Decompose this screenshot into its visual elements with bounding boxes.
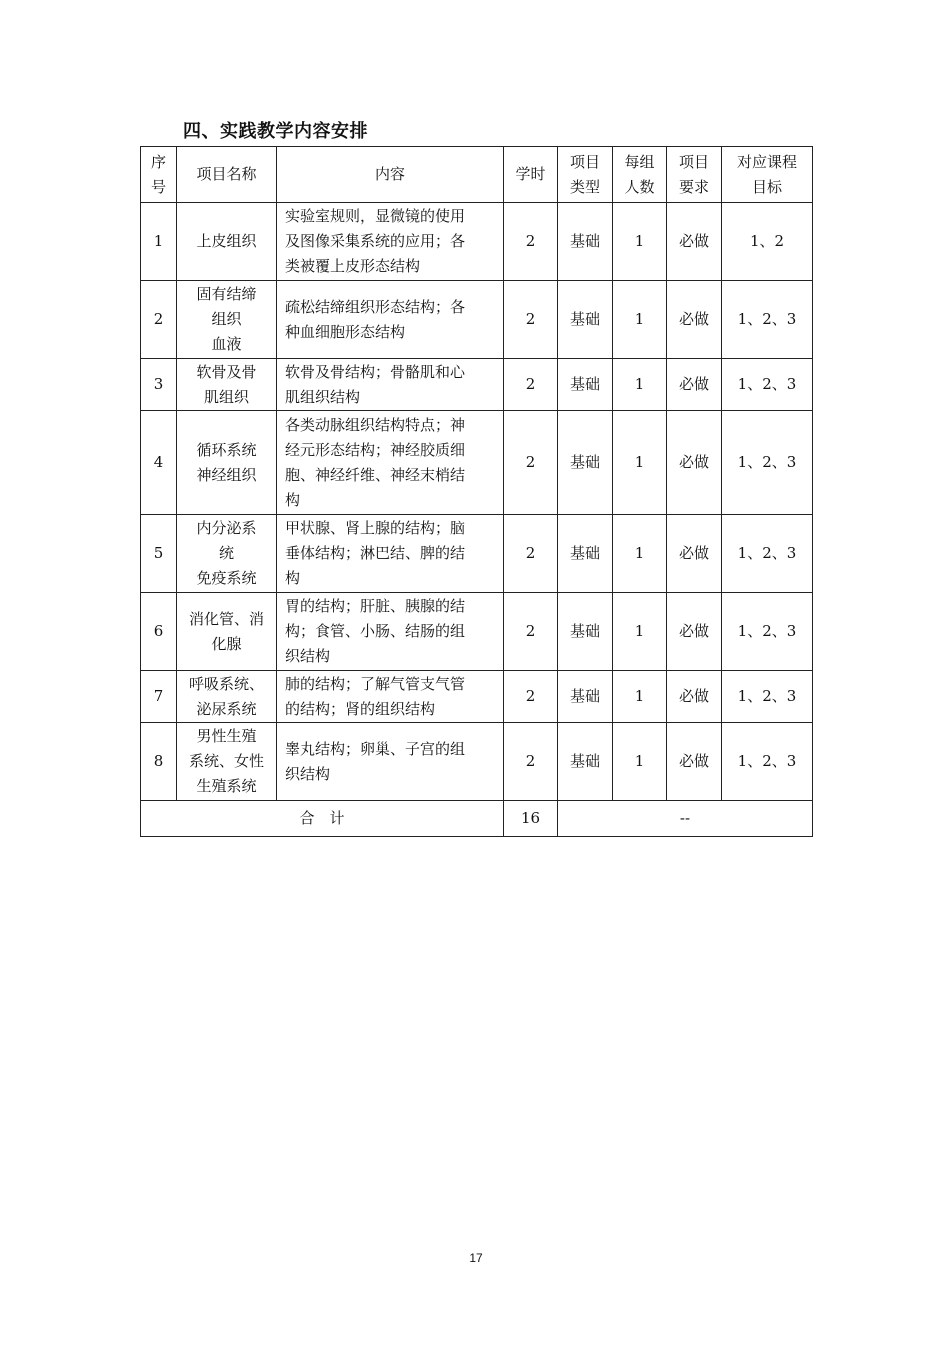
cell-goals: 1、2、3 xyxy=(722,671,813,723)
page-number: 17 xyxy=(469,1251,483,1265)
table-row xyxy=(141,515,813,593)
cell-requirement: 必做 xyxy=(667,281,722,359)
total-row xyxy=(141,801,813,837)
total-hours: 16 xyxy=(504,801,558,837)
header-name: 项目名称 xyxy=(177,147,277,203)
cell-hours: 2 xyxy=(504,515,558,593)
cell-seq: 8 xyxy=(141,723,177,801)
cell-hours: 2 xyxy=(504,359,558,411)
cell-hours: 2 xyxy=(504,671,558,723)
cell-goals: 1、2 xyxy=(722,203,813,281)
cell-content: 疏松结缔组织形态结构；各 种血细胞形态结构 xyxy=(277,281,504,359)
table-row xyxy=(141,411,813,515)
cell-seq: 2 xyxy=(141,281,177,359)
cell-seq: 6 xyxy=(141,593,177,671)
table-row xyxy=(141,281,813,359)
cell-type: 基础 xyxy=(558,411,613,515)
cell-seq: 5 xyxy=(141,515,177,593)
cell-requirement: 必做 xyxy=(667,203,722,281)
cell-name: 上皮组织 xyxy=(177,203,277,281)
cell-seq: 4 xyxy=(141,411,177,515)
cell-hours: 2 xyxy=(504,281,558,359)
cell-content: 睾丸结构；卵巢、子宫的组 织结构 xyxy=(277,723,504,801)
cell-goals: 1、2、3 xyxy=(722,411,813,515)
cell-hours: 2 xyxy=(504,723,558,801)
cell-type: 基础 xyxy=(558,671,613,723)
header-content: 内容 xyxy=(277,147,504,203)
cell-name: 循环系统 神经组织 xyxy=(177,411,277,515)
cell-name: 内分泌系 统 免疫系统 xyxy=(177,515,277,593)
cell-hours: 2 xyxy=(504,593,558,671)
cell-hours: 2 xyxy=(504,203,558,281)
cell-group: 1 xyxy=(613,723,667,801)
cell-requirement: 必做 xyxy=(667,359,722,411)
cell-goals: 1、2、3 xyxy=(722,723,813,801)
cell-goals: 1、2、3 xyxy=(722,359,813,411)
cell-requirement: 必做 xyxy=(667,723,722,801)
cell-content: 各类动脉组织结构特点；神 经元形态结构；神经胶质细 胞、神经纤维、神经末梢结 构 xyxy=(277,411,504,515)
cell-name: 软骨及骨 肌组织 xyxy=(177,359,277,411)
cell-seq: 3 xyxy=(141,359,177,411)
header-group: 每组 人数 xyxy=(613,147,667,203)
table-row xyxy=(141,593,813,671)
cell-name: 男性生殖 系统、女性 生殖系统 xyxy=(177,723,277,801)
cell-type: 基础 xyxy=(558,515,613,593)
cell-group: 1 xyxy=(613,281,667,359)
header-row xyxy=(141,147,813,203)
cell-goals: 1、2、3 xyxy=(722,515,813,593)
cell-goals: 1、2、3 xyxy=(722,281,813,359)
cell-group: 1 xyxy=(613,515,667,593)
cell-name: 呼吸系统、 泌尿系统 xyxy=(177,671,277,723)
practice-schedule-table xyxy=(140,146,813,837)
cell-goals: 1、2、3 xyxy=(722,593,813,671)
header-requirement: 项目 要求 xyxy=(667,147,722,203)
cell-seq: 7 xyxy=(141,671,177,723)
total-rest: -- xyxy=(558,801,813,837)
header-goals: 对应课程 目标 xyxy=(722,147,813,203)
table-row xyxy=(141,723,813,801)
cell-content: 甲状腺、肾上腺的结构；脑 垂体结构；淋巴结、脾的结 构 xyxy=(277,515,504,593)
cell-type: 基础 xyxy=(558,723,613,801)
cell-content: 胃的结构；肝脏、胰腺的结 构；食管、小肠、结肠的组 织结构 xyxy=(277,593,504,671)
cell-content: 实验室规则，显微镜的使用 及图像采集系统的应用；各 类被覆上皮形态结构 xyxy=(277,203,504,281)
cell-content: 肺的结构；了解气管支气管 的结构；肾的组织结构 xyxy=(277,671,504,723)
cell-group: 1 xyxy=(613,359,667,411)
cell-name: 消化管、消 化腺 xyxy=(177,593,277,671)
cell-group: 1 xyxy=(613,593,667,671)
total-label: 合 计 xyxy=(141,801,504,837)
cell-group: 1 xyxy=(613,411,667,515)
cell-requirement: 必做 xyxy=(667,593,722,671)
header-seq: 序 号 xyxy=(141,147,177,203)
section-title: 四、实践教学内容安排 xyxy=(183,121,368,142)
cell-content: 软骨及骨结构；骨骼肌和心 肌组织结构 xyxy=(277,359,504,411)
cell-requirement: 必做 xyxy=(667,411,722,515)
table-row xyxy=(141,203,813,281)
cell-type: 基础 xyxy=(558,593,613,671)
cell-requirement: 必做 xyxy=(667,671,722,723)
cell-seq: 1 xyxy=(141,203,177,281)
cell-group: 1 xyxy=(613,203,667,281)
cell-hours: 2 xyxy=(504,411,558,515)
cell-type: 基础 xyxy=(558,359,613,411)
header-hours: 学时 xyxy=(504,147,558,203)
table-row xyxy=(141,671,813,723)
cell-requirement: 必做 xyxy=(667,515,722,593)
cell-type: 基础 xyxy=(558,281,613,359)
table-row xyxy=(141,359,813,411)
cell-group: 1 xyxy=(613,671,667,723)
cell-type: 基础 xyxy=(558,203,613,281)
cell-name: 固有结缔 组织 血液 xyxy=(177,281,277,359)
header-type: 项目 类型 xyxy=(558,147,613,203)
